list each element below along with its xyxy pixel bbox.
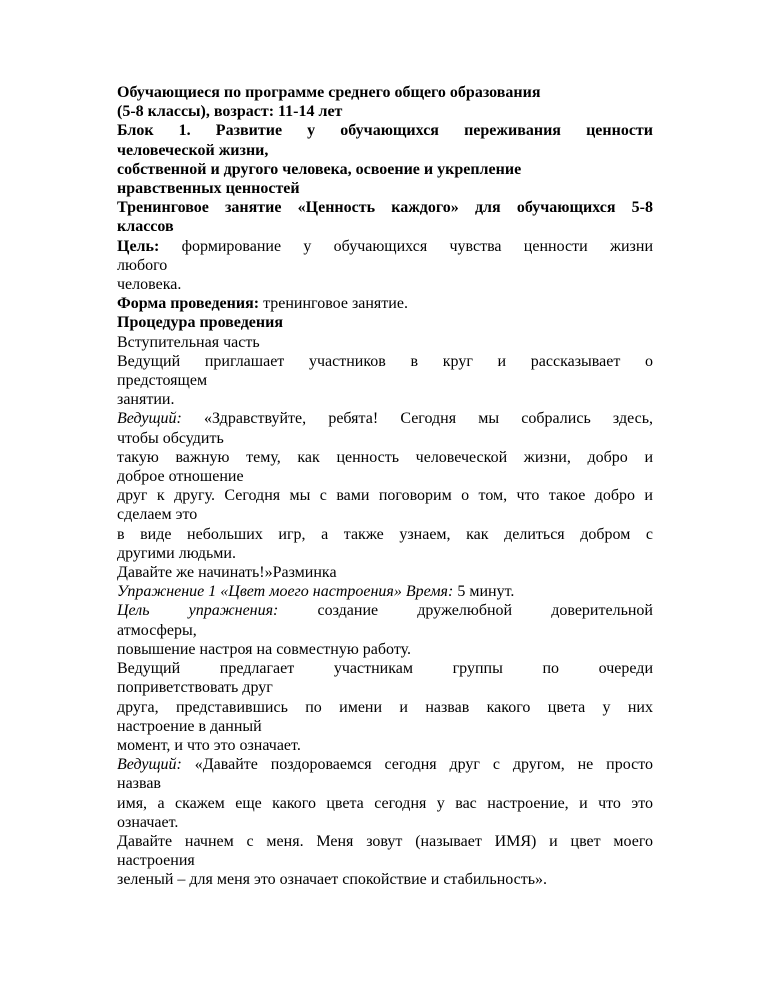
text-run: Давайте начнем с меня. Меня зовут (называет ИМЯ) и цвет моего (117, 832, 653, 850)
text-line (117, 698, 653, 717)
text-line (117, 544, 653, 563)
text-run: «Давайте поздороваемся сегодня друг с другом, не просто (181, 756, 653, 774)
text-run: зеленый – для меня это означает спокойствие и стабильность». (117, 871, 548, 889)
text-line (117, 870, 653, 889)
text-line (117, 371, 653, 390)
text-line (117, 755, 653, 774)
text-line (117, 198, 653, 217)
text-run: настроение в данный (117, 717, 262, 735)
text-line (117, 794, 653, 813)
text-run: человека. (117, 276, 182, 294)
text-run: (5-8 классы), возраст: 11-14 лет (117, 103, 343, 121)
text-line (117, 525, 653, 544)
text-run: такую важную тему, как ценность человеческой жизни, добро и (117, 448, 653, 466)
text-run: Ведущий предлагает участникам группы по очереди (117, 660, 653, 678)
text-run: Упражнение 1 «Цвет моего настроения» Время: (117, 583, 454, 601)
text-run: создание дружелюбной доверительной (278, 602, 653, 620)
text-line (117, 102, 653, 121)
text-run: настроения (117, 852, 195, 870)
text-line (117, 678, 653, 697)
text-run: Ведущий: (117, 756, 182, 774)
text-run: собственной и другого человека, освоение и укрепление (117, 160, 522, 178)
text-line (117, 582, 653, 601)
text-run: повышение настроя на совместную работу. (117, 640, 412, 658)
text-run: Ведущий приглашает участников в круг и рассказывает о (117, 352, 653, 370)
text-run: нравственных ценностей (117, 180, 300, 198)
text-line (117, 601, 653, 620)
text-run: Давайте же начинать!»Разминка (117, 564, 337, 582)
text-line (117, 160, 653, 179)
text-run: друг к другу. Сегодня мы с вами поговорим о том, что такое добро и (117, 487, 653, 505)
text-line (117, 832, 653, 851)
text-run: означает. (117, 813, 179, 831)
text-line (117, 621, 653, 640)
text-line (117, 448, 653, 467)
text-line (117, 256, 653, 275)
text-run: предстоящем (117, 372, 208, 390)
text-run: момент, и что это означает. (117, 736, 301, 754)
text-run: классов (117, 218, 174, 236)
text-run: человеческой жизни, (117, 141, 269, 159)
text-run: другими людьми. (117, 544, 236, 562)
text-line (117, 313, 653, 332)
text-line (117, 237, 653, 256)
text-line (117, 390, 653, 409)
text-run: друга, представившись по имени и назвав какого цвета у них (117, 698, 653, 716)
text-line (117, 217, 653, 236)
text-run: Цель: (117, 237, 160, 255)
text-line (117, 333, 653, 352)
text-line (117, 83, 653, 102)
text-run: формирование у обучающихся чувства ценности жизни (159, 237, 653, 255)
text-run: Блок 1. Развитие у обучающихся переживания ценности (117, 122, 653, 140)
text-run: занятии. (117, 391, 175, 409)
text-line (117, 813, 653, 832)
text-run: 5 минут. (453, 583, 515, 601)
text-line (117, 294, 653, 313)
text-line (117, 141, 653, 160)
text-run: атмосферы, (117, 621, 197, 639)
text-line (117, 717, 653, 736)
text-run: в виде небольших игр, а также узнаем, как делиться добром с (117, 525, 653, 543)
text-line (117, 467, 653, 486)
text-run: Ведущий: (117, 410, 182, 428)
text-run: Тренинговое занятие «Ценность каждого» для обучающихся 5-8 (117, 199, 653, 217)
text-line (117, 659, 653, 678)
text-run: чтобы обсудить (117, 429, 224, 447)
text-run: поприветствовать друг (117, 679, 273, 697)
text-run: «Здравствуйте, ребята! Сегодня мы собрались здесь, (181, 410, 653, 428)
text-line (117, 505, 653, 524)
text-line (117, 121, 653, 140)
text-run: имя, а скажем еще какого цвета сегодня у вас настроение, и что это (117, 794, 653, 812)
text-line (117, 563, 653, 582)
text-run: Обучающиеся по программе среднего общего образования (117, 84, 541, 101)
text-run: назвав (117, 775, 161, 793)
text-line (117, 640, 653, 659)
text-run: Вступительная часть (117, 333, 260, 351)
text-line (117, 429, 653, 448)
text-run: Процедура проведения (117, 314, 283, 332)
text-run: любого (117, 256, 168, 274)
text-line (117, 275, 653, 294)
text-line (117, 179, 653, 198)
text-line (117, 352, 653, 371)
text-line (117, 486, 653, 505)
text-line (117, 409, 653, 428)
text-run: Цель упражнения: (117, 602, 279, 620)
text-run: тренинговое занятие. (259, 295, 408, 313)
text-run: сделаем это (117, 506, 198, 524)
text-run: доброе отношение (117, 468, 244, 486)
text-run: Форма проведения: (117, 295, 260, 313)
text-line (117, 736, 653, 755)
text-line (117, 851, 653, 870)
text-line (117, 774, 653, 793)
